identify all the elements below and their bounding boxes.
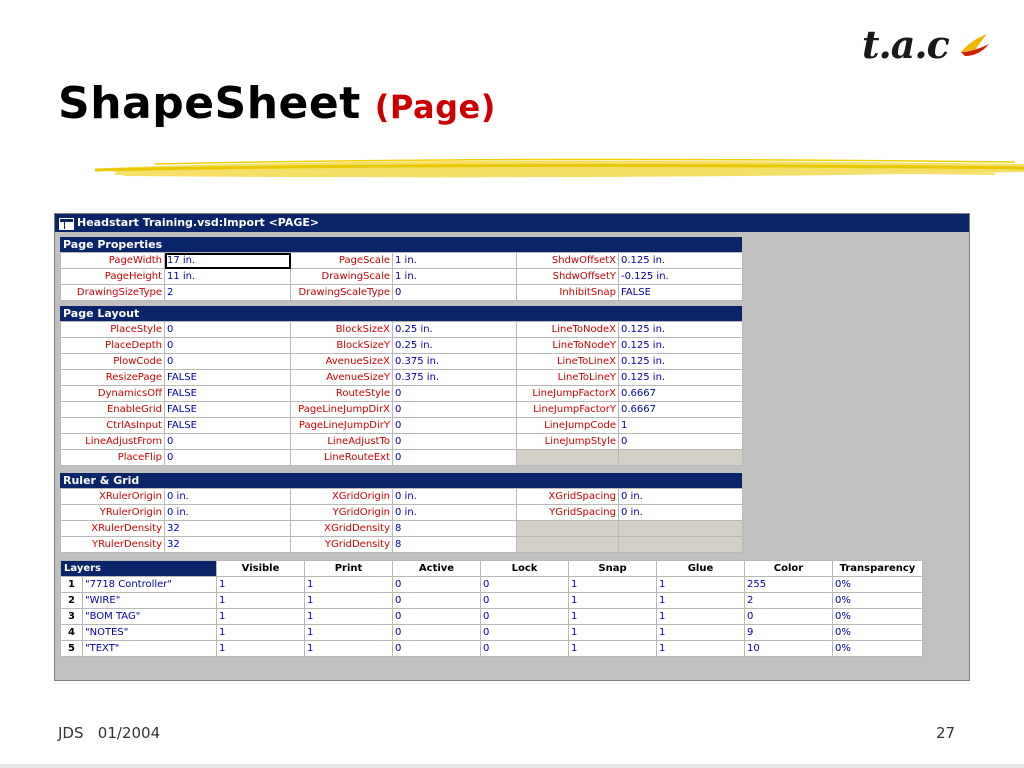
cell-value[interactable]: 32 bbox=[165, 537, 291, 553]
layer-value-cell[interactable]: 0 bbox=[393, 625, 481, 641]
empty-cell bbox=[517, 450, 619, 466]
empty-cell bbox=[619, 537, 743, 553]
row-index: 1 bbox=[61, 577, 83, 593]
cell-value[interactable]: 0 bbox=[619, 434, 743, 450]
grid-row bbox=[61, 537, 743, 553]
cell-label[interactable]: AvenueSizeY bbox=[291, 370, 393, 386]
cell-value[interactable]: 0 bbox=[165, 354, 291, 370]
cell-value[interactable]: 0 bbox=[165, 450, 291, 466]
layer-value-cell[interactable]: 1 bbox=[217, 641, 305, 657]
cell-value[interactable]: 0 bbox=[165, 322, 291, 338]
layer-value-cell[interactable]: 1 bbox=[657, 609, 745, 625]
shapesheet-window bbox=[54, 213, 970, 681]
cell-label[interactable]: XRulerOrigin bbox=[61, 489, 165, 505]
cell-value[interactable]: 0 bbox=[165, 338, 291, 354]
cell-value[interactable]: 0 in. bbox=[619, 505, 743, 521]
layer-value-cell[interactable]: 1 bbox=[305, 625, 393, 641]
cell-label[interactable]: LineAdjustTo bbox=[291, 434, 393, 450]
row-index: 4 bbox=[61, 625, 83, 641]
cell-value[interactable]: 0.125 in. bbox=[619, 370, 743, 386]
layer-value-cell[interactable]: 0 bbox=[393, 641, 481, 657]
grid-layers bbox=[60, 560, 923, 657]
layer-row bbox=[61, 641, 923, 657]
layer-value-cell[interactable]: 1 bbox=[569, 577, 657, 593]
cell-label[interactable]: DrawingScale bbox=[291, 269, 393, 285]
layer-name-cell[interactable]: "TEXT" bbox=[83, 641, 217, 657]
section-page-layout bbox=[60, 306, 742, 466]
cell-label[interactable]: PlowCode bbox=[61, 354, 165, 370]
layer-value-cell[interactable]: 0 bbox=[393, 609, 481, 625]
column-header[interactable]: Snap bbox=[569, 561, 657, 577]
cell-value[interactable]: 32 bbox=[165, 521, 291, 537]
layer-value-cell[interactable]: 0 bbox=[481, 577, 569, 593]
section-header: Page Layout bbox=[60, 306, 742, 321]
layer-row bbox=[61, 625, 923, 641]
grid-row bbox=[61, 370, 743, 386]
layer-value-cell[interactable]: 1 bbox=[657, 577, 745, 593]
cell-value[interactable]: 1 in. bbox=[393, 269, 517, 285]
cell-value[interactable]: FALSE bbox=[165, 370, 291, 386]
cell-value[interactable]: 11 in. bbox=[165, 269, 291, 285]
cell-label[interactable]: PageScale bbox=[291, 253, 393, 269]
column-header[interactable]: Print bbox=[305, 561, 393, 577]
section-header: Page Properties bbox=[60, 237, 742, 252]
grid-ruler-grid bbox=[60, 488, 743, 553]
cell-label[interactable]: PageWidth bbox=[61, 253, 165, 269]
grid-row bbox=[61, 505, 743, 521]
layer-value-cell[interactable]: 0% bbox=[833, 625, 923, 641]
cell-value[interactable]: 0 in. bbox=[165, 505, 291, 521]
cell-label[interactable]: YGridSpacing bbox=[517, 505, 619, 521]
cell-label[interactable]: XGridSpacing bbox=[517, 489, 619, 505]
section-page-properties bbox=[60, 237, 742, 301]
grid-row bbox=[61, 338, 743, 354]
cell-label[interactable]: DynamicsOff bbox=[61, 386, 165, 402]
layer-value-cell[interactable]: 0% bbox=[833, 577, 923, 593]
empty-cell bbox=[517, 521, 619, 537]
cell-label[interactable]: LineJumpFactorX bbox=[517, 386, 619, 402]
cell-label[interactable]: PlaceDepth bbox=[61, 338, 165, 354]
layer-value-cell[interactable]: 0 bbox=[481, 641, 569, 657]
cell-label[interactable]: EnableGrid bbox=[61, 402, 165, 418]
layer-value-cell[interactable]: 1 bbox=[217, 625, 305, 641]
grid-page-properties bbox=[60, 252, 743, 301]
cell-label[interactable]: CtrlAsInput bbox=[61, 418, 165, 434]
layer-name-cell[interactable]: "NOTES" bbox=[83, 625, 217, 641]
column-header[interactable]: Transparency bbox=[833, 561, 923, 577]
cell-value[interactable]: 0.375 in. bbox=[393, 354, 517, 370]
cell-value[interactable]: FALSE bbox=[165, 402, 291, 418]
cell-label[interactable]: AvenueSizeX bbox=[291, 354, 393, 370]
layer-value-cell[interactable]: 9 bbox=[745, 625, 833, 641]
cell-label[interactable]: XGridOrigin bbox=[291, 489, 393, 505]
section-layers bbox=[60, 560, 922, 657]
cell-value[interactable]: 2 bbox=[165, 285, 291, 301]
cell-value[interactable]: -0.125 in. bbox=[619, 269, 743, 285]
layer-value-cell[interactable]: 1 bbox=[569, 641, 657, 657]
cell-label[interactable]: PlaceStyle bbox=[61, 322, 165, 338]
cell-value[interactable]: 0.375 in. bbox=[393, 370, 517, 386]
cell-label[interactable]: LineAdjustFrom bbox=[61, 434, 165, 450]
cell-label[interactable]: LineJumpStyle bbox=[517, 434, 619, 450]
title-main: ShapeSheet bbox=[58, 78, 361, 129]
layer-value-cell[interactable]: 1 bbox=[569, 625, 657, 641]
cell-label[interactable]: RouteStyle bbox=[291, 386, 393, 402]
cell-label[interactable]: LineJumpCode bbox=[517, 418, 619, 434]
layer-value-cell[interactable]: 0% bbox=[833, 609, 923, 625]
cell-value[interactable]: 0 bbox=[165, 434, 291, 450]
logo-text: t.a.c bbox=[862, 22, 949, 67]
layer-row bbox=[61, 593, 923, 609]
cell-value[interactable]: FALSE bbox=[619, 285, 743, 301]
layer-value-cell[interactable]: 0 bbox=[481, 593, 569, 609]
layer-value-cell[interactable]: 0 bbox=[481, 609, 569, 625]
bottom-divider bbox=[0, 764, 1024, 768]
grid-row bbox=[61, 434, 743, 450]
layer-value-cell[interactable]: 1 bbox=[217, 593, 305, 609]
layer-value-cell[interactable]: 1 bbox=[657, 625, 745, 641]
slide-title bbox=[58, 78, 496, 129]
tac-logo bbox=[862, 22, 992, 70]
cell-label[interactable]: LineToLineX bbox=[517, 354, 619, 370]
cell-value[interactable]: 0.125 in. bbox=[619, 322, 743, 338]
cell-value[interactable]: 0 in. bbox=[165, 489, 291, 505]
window-title-bar[interactable] bbox=[55, 214, 969, 232]
cell-value[interactable]: 8 bbox=[393, 521, 517, 537]
layer-name-cell[interactable]: "WIRE" bbox=[83, 593, 217, 609]
cell-label[interactable]: PageLineJumpDirX bbox=[291, 402, 393, 418]
flame-icon bbox=[957, 30, 993, 62]
cell-label[interactable]: XGridDensity bbox=[291, 521, 393, 537]
cell-label[interactable]: LineToNodeX bbox=[517, 322, 619, 338]
layer-value-cell[interactable]: 0% bbox=[833, 593, 923, 609]
cell-value[interactable]: 0 bbox=[393, 386, 517, 402]
cell-value[interactable]: 0.125 in. bbox=[619, 338, 743, 354]
section-header: Ruler & Grid bbox=[60, 473, 742, 488]
layer-value-cell[interactable]: 1 bbox=[305, 641, 393, 657]
column-header[interactable]: Visible bbox=[217, 561, 305, 577]
cell-value[interactable]: 0 bbox=[393, 285, 517, 301]
empty-cell bbox=[517, 537, 619, 553]
cell-label[interactable]: ResizePage bbox=[61, 370, 165, 386]
grid-page-layout bbox=[60, 321, 743, 466]
cell-value[interactable]: 1 bbox=[619, 418, 743, 434]
grid-row bbox=[61, 489, 743, 505]
cell-value[interactable]: 0.6667 bbox=[619, 402, 743, 418]
cell-label[interactable]: ShdwOffsetX bbox=[517, 253, 619, 269]
layer-value-cell[interactable]: 10 bbox=[745, 641, 833, 657]
cell-value[interactable]: 0.125 in. bbox=[619, 354, 743, 370]
row-index: 2 bbox=[61, 593, 83, 609]
section-ruler-grid bbox=[60, 473, 742, 553]
layers-header: Layers bbox=[61, 561, 217, 577]
layer-name-cell[interactable]: "BOM TAG" bbox=[83, 609, 217, 625]
column-header[interactable]: Lock bbox=[481, 561, 569, 577]
row-index: 3 bbox=[61, 609, 83, 625]
row-index: 5 bbox=[61, 641, 83, 657]
layer-value-cell[interactable]: 1 bbox=[569, 609, 657, 625]
cell-value[interactable]: 0 in. bbox=[393, 505, 517, 521]
grid-row bbox=[61, 253, 743, 269]
empty-cell bbox=[619, 521, 743, 537]
layer-value-cell[interactable]: 255 bbox=[745, 577, 833, 593]
cell-value[interactable]: 0 in. bbox=[619, 489, 743, 505]
cell-value[interactable]: 17 in. bbox=[165, 253, 291, 269]
cell-label[interactable]: InhibitSnap bbox=[517, 285, 619, 301]
window-icon bbox=[59, 218, 74, 230]
grid-row bbox=[61, 354, 743, 370]
cell-value[interactable]: 0 bbox=[393, 434, 517, 450]
cell-value[interactable]: 1 in. bbox=[393, 253, 517, 269]
cell-value[interactable]: 0.25 in. bbox=[393, 338, 517, 354]
grid-row bbox=[61, 322, 743, 338]
layer-value-cell[interactable]: 1 bbox=[305, 577, 393, 593]
cell-label[interactable]: LineToLineY bbox=[517, 370, 619, 386]
cell-value[interactable]: 0.6667 bbox=[619, 386, 743, 402]
cell-value[interactable]: 8 bbox=[393, 537, 517, 553]
footer-author-date: JDS 01/2004 bbox=[58, 724, 161, 742]
grid-row bbox=[61, 386, 743, 402]
footer-page-number: 27 bbox=[936, 724, 956, 742]
cell-label[interactable]: ShdwOffsetY bbox=[517, 269, 619, 285]
layer-value-cell[interactable]: 0 bbox=[745, 609, 833, 625]
grid-row bbox=[61, 269, 743, 285]
column-header[interactable]: Glue bbox=[657, 561, 745, 577]
cell-label[interactable]: LineJumpFactorY bbox=[517, 402, 619, 418]
layer-value-cell[interactable]: 2 bbox=[745, 593, 833, 609]
layer-value-cell[interactable]: 1 bbox=[217, 609, 305, 625]
cell-value[interactable]: 0.25 in. bbox=[393, 322, 517, 338]
column-header[interactable]: Active bbox=[393, 561, 481, 577]
cell-label[interactable]: DrawingSizeType bbox=[61, 285, 165, 301]
title-sub: (Page) bbox=[374, 88, 496, 126]
empty-cell bbox=[619, 450, 743, 466]
cell-label[interactable]: XRulerDensity bbox=[61, 521, 165, 537]
layer-value-cell[interactable]: 1 bbox=[305, 609, 393, 625]
cell-label[interactable]: LineToNodeY bbox=[517, 338, 619, 354]
cell-label[interactable]: YGridOrigin bbox=[291, 505, 393, 521]
cell-label[interactable]: DrawingScaleType bbox=[291, 285, 393, 301]
cell-value[interactable]: 0 in. bbox=[393, 489, 517, 505]
cell-value[interactable]: FALSE bbox=[165, 386, 291, 402]
layer-value-cell[interactable]: 0 bbox=[393, 593, 481, 609]
cell-label[interactable]: PlaceFlip bbox=[61, 450, 165, 466]
cell-value[interactable]: FALSE bbox=[165, 418, 291, 434]
layer-row bbox=[61, 577, 923, 593]
layer-value-cell[interactable]: 0 bbox=[481, 625, 569, 641]
column-header[interactable]: Color bbox=[745, 561, 833, 577]
grid-row bbox=[61, 285, 743, 301]
grid-row bbox=[61, 450, 743, 466]
layer-value-cell[interactable]: 0 bbox=[393, 577, 481, 593]
layer-value-cell[interactable]: 1 bbox=[569, 593, 657, 609]
layer-value-cell[interactable]: 1 bbox=[657, 593, 745, 609]
grid-row bbox=[61, 418, 743, 434]
cell-label[interactable]: PageLineJumpDirY bbox=[291, 418, 393, 434]
layer-row bbox=[61, 609, 923, 625]
title-underline-swoosh bbox=[95, 150, 1024, 190]
cell-label[interactable]: LineRouteExt bbox=[291, 450, 393, 466]
cell-label[interactable]: PageHeight bbox=[61, 269, 165, 285]
layer-name-cell[interactable]: "7718 Controller" bbox=[83, 577, 217, 593]
cell-value[interactable]: 0 bbox=[393, 450, 517, 466]
grid-row bbox=[61, 521, 743, 537]
window-title: Headstart Training.vsd:Import <PAGE> bbox=[77, 216, 320, 229]
cell-label[interactable]: BlockSizeX bbox=[291, 322, 393, 338]
layer-value-cell[interactable]: 1 bbox=[657, 641, 745, 657]
cell-label[interactable]: YRulerOrigin bbox=[61, 505, 165, 521]
layer-value-cell[interactable]: 1 bbox=[217, 577, 305, 593]
layer-value-cell[interactable]: 0% bbox=[833, 641, 923, 657]
cell-value[interactable]: 0 bbox=[393, 402, 517, 418]
grid-row bbox=[61, 402, 743, 418]
cell-value[interactable]: 0.125 in. bbox=[619, 253, 743, 269]
layer-value-cell[interactable]: 1 bbox=[305, 593, 393, 609]
cell-label[interactable]: YGridDensity bbox=[291, 537, 393, 553]
cell-label[interactable]: BlockSizeY bbox=[291, 338, 393, 354]
cell-value[interactable]: 0 bbox=[393, 418, 517, 434]
cell-label[interactable]: YRulerDensity bbox=[61, 537, 165, 553]
